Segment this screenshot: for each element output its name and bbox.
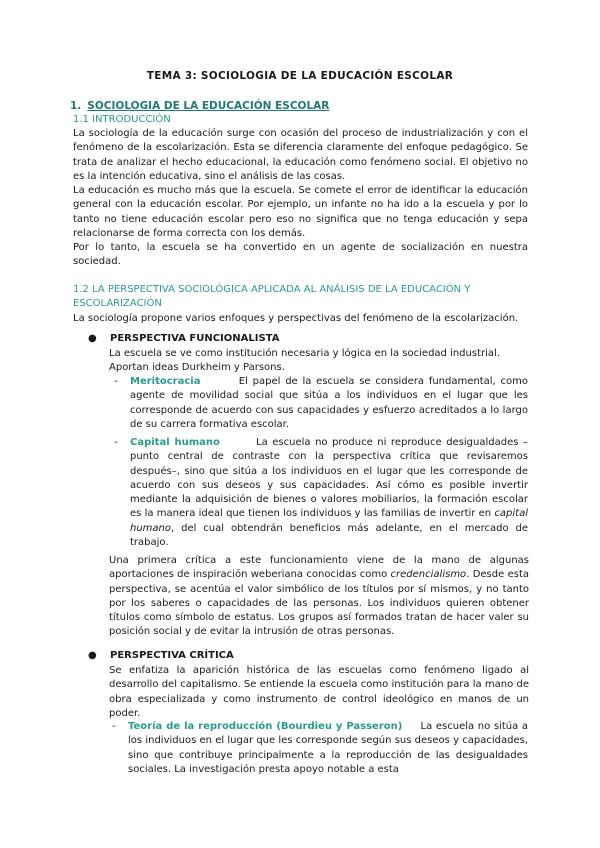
capital-text-italic: capital humano xyxy=(130,508,528,534)
meritocracia-body xyxy=(130,375,528,432)
bullet-icon: ● xyxy=(88,650,97,661)
page-title: TEMA 3: SOCIOLOGIA DE LA EDUCACIÓN ESCOLAR xyxy=(146,70,454,82)
funcionalista-line-1: La escuela se ve como institución necesaria y lógica en la sociedad industrial. xyxy=(109,348,500,359)
heading-critica: PERSPECTIVA CRÍTICA xyxy=(110,650,234,661)
critique-text-b: . Desde esta perspectiva, se acentúa el valor simbólico de los títulos por sí mismos, y no tanto por los saberes o capacidades de las personas. Los individuos quieren obtener títulos como símbolo de estatus. Los grupos así formados tratan de hacer valer su posición social y de evitar la intrusión de otras personas. xyxy=(109,569,529,638)
item-teoria-reproduccion xyxy=(112,720,528,777)
subheading-perspectiva-line1: 1.2 LA PERSPECTIVA SOCIOLÓGICA APLICADA AL ANÁLISIS DE LA EDUCACIÓN Y xyxy=(73,284,471,295)
critique-text-a: Una primera crítica a este funcionamiento viene de la mano de algunas aportaciones de inspiración weberiana conocidas como xyxy=(109,555,529,581)
teoria-body xyxy=(128,720,528,777)
intro-paragraph-1: La sociología de la educación surge con ocasión del proceso de industrialización y con el fenómeno de la escolarización. Esta se diferencia claramente del enfoque pedagógico. Se trata de analizar el hecho educacional, la educación como fenómeno social. El objetivo no es la intención educativa, sino el análisis de las cosas. xyxy=(73,128,528,182)
term-capital-humano: Capital humano xyxy=(130,437,220,448)
term-teoria-reproduccion: Teoría de la reproducción (Bourdieu y Passeron) xyxy=(128,721,403,732)
capital-text-b: , del cual obtendrán beneficios más adelante, en el mercado de trabajo. xyxy=(130,522,528,549)
critique-text-italic: credencialismo xyxy=(390,569,467,581)
subheading-introduccion: 1.1 INTRODUCCIÓN xyxy=(73,114,171,125)
intro-paragraph-2: La educación es mucho más que la escuela. Se comete el error de identificar la educación general con la educación escolar. Por ejemplo, un infante no ha ido a la escuela y por lo tanto no tiene educación escolar pero eso no significa que no tenga educación y sepa relacionarse de forma correcta con los demás. xyxy=(73,185,528,239)
dash-marker: - xyxy=(112,721,116,732)
bullet-critica xyxy=(88,650,234,661)
heading-funcionalista: PERSPECTIVA FUNCIONALISTA xyxy=(110,333,280,344)
term-meritocracia: Meritocracia xyxy=(130,376,201,387)
perspectiva-intro: La sociología propone varios enfoques y perspectivas del fenómeno de la escolarización. xyxy=(73,313,519,324)
teoria-text: La escuela no sitúa a los individuos en el lugar que les corresponde según sus deseos y capacidades, sino que contribuye principalmente a la reproducción de las desigualdades sociales. La investigación presta apoyo notable a esta xyxy=(128,721,528,775)
meritocracia-text: El papel de la escuela se considera fundamental, como agente de movilidad social que sitúa a los individuos en el lugar que les corresponde de acuerdo con sus capacidades y esfuerzo acreditados a lo largo de su carrera formativa escolar. xyxy=(130,376,528,430)
capital-body xyxy=(130,436,528,550)
item-meritocracia xyxy=(114,375,528,432)
critique-paragraph xyxy=(109,554,529,640)
funcionalista-line-2: Aportan ideas Durkheim y Parsons. xyxy=(109,362,285,373)
section-number: 1. xyxy=(70,100,82,112)
critica-paragraph: Se enfatiza la aparición histórica de las escuelas como fenómeno ligado al desarrollo del capitalismo. Se entiende la escuela como institución para la mano de obra especializada y como instrumento de control ideológico en manos de un poder. xyxy=(109,665,529,719)
bullet-icon: ● xyxy=(88,333,97,344)
bullet-funcionalista xyxy=(88,333,279,344)
item-capital-humano xyxy=(114,436,528,550)
capital-text-a: La escuela no produce ni reproduce desigualdades –punto central de contraste con la perspectiva crítica que revisaremos después–, sino que sitúa a los individuos en el lugar que les corresponde de acuerdo con sus deseos y sus capacidades. Así cómo es posible invertir mediante la adquisición de bienes o valores mobiliarios, la formación escolar es la manera ideal que tienen los individuos y las familias de invertir en xyxy=(130,437,528,520)
section-title: SOCIOLOGIA DE LA EDUCACIÓN ESCOLAR xyxy=(87,100,330,112)
section-heading xyxy=(70,100,329,112)
intro-paragraph-3: Por lo tanto, la escuela se ha convertido en un agente de socialización en nuestra sociedad. xyxy=(73,242,528,268)
subheading-perspectiva-line2: ESCOLARIZACIÓN xyxy=(73,298,162,309)
dash-marker: - xyxy=(114,376,118,387)
dash-marker: - xyxy=(114,437,118,448)
